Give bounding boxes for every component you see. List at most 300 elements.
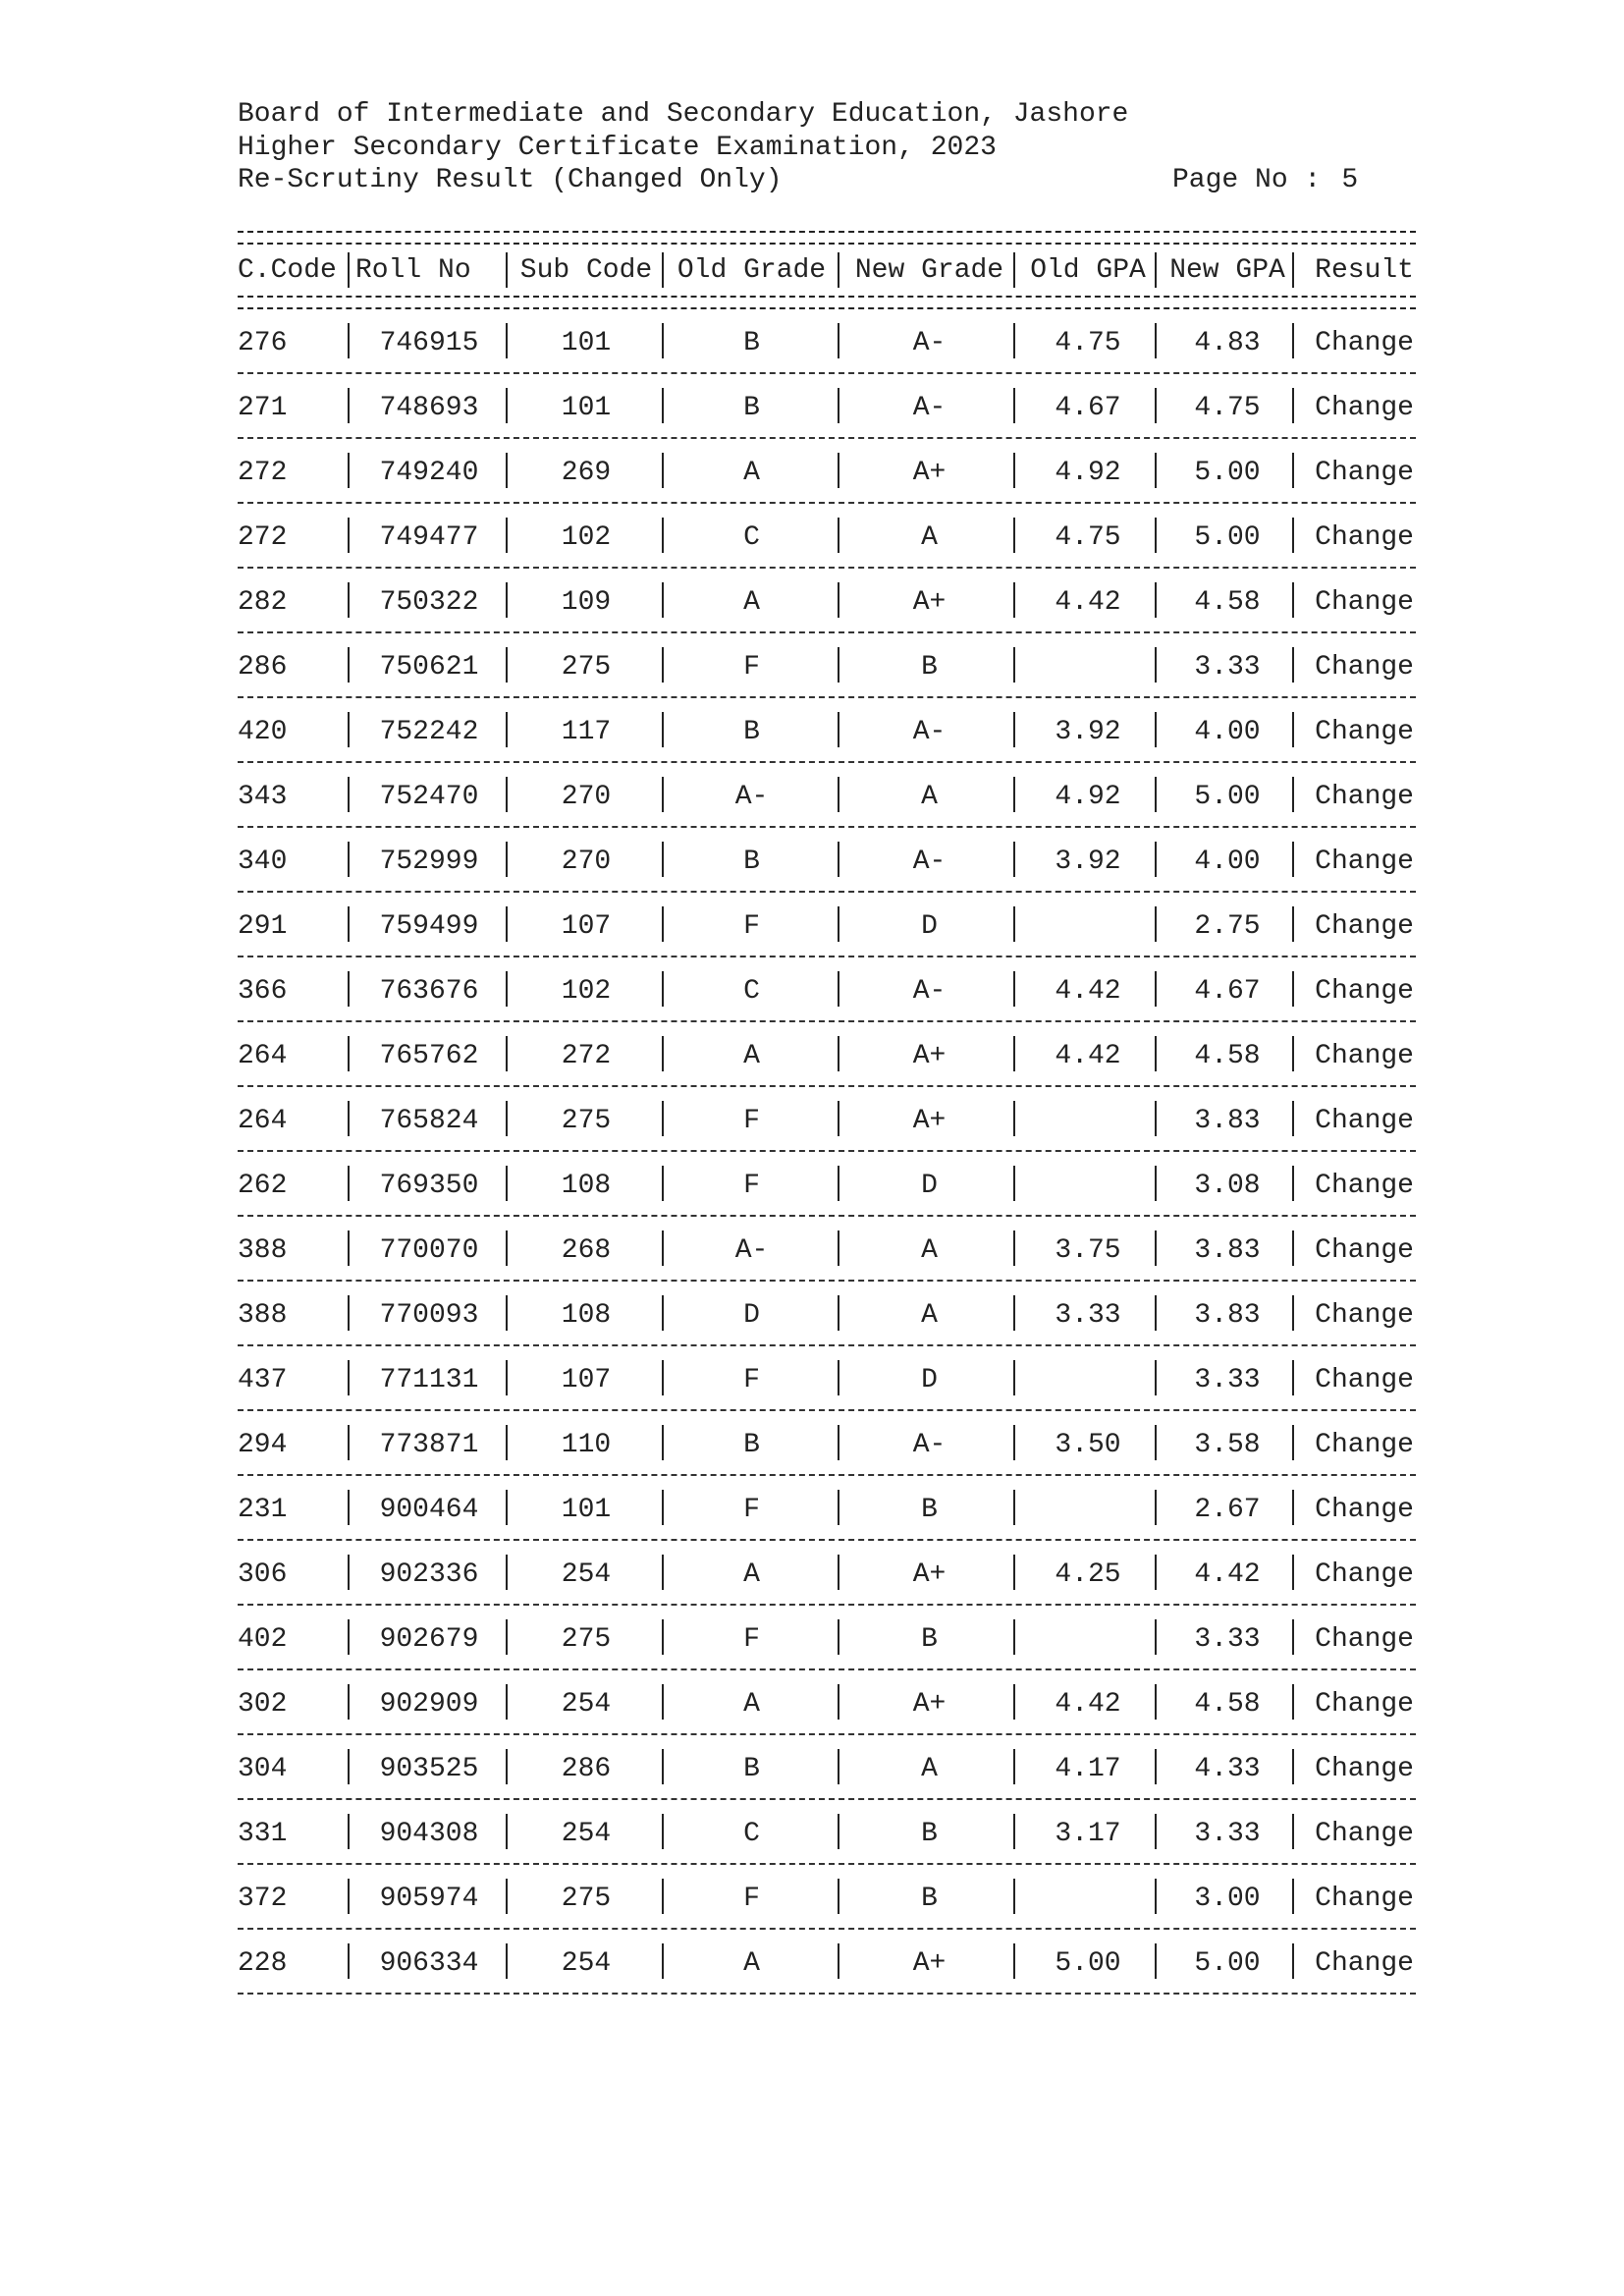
cell-sub-code: 117: [561, 716, 612, 747]
cell-old-grade: B: [743, 716, 760, 747]
cell-new-gpa: 4.75: [1194, 392, 1261, 423]
column-divider: [838, 1166, 839, 1201]
cell-ccode: 282: [238, 586, 288, 618]
column-divider: [1292, 906, 1294, 942]
column-divider: [838, 1684, 839, 1720]
cell-result: Change: [1315, 910, 1414, 942]
cell-new-gpa: 3.33: [1194, 1364, 1261, 1395]
column-divider: [838, 1879, 839, 1914]
table-top-rule: [238, 231, 1416, 245]
table-row: [238, 569, 1416, 631]
col-header-new-gpa: New GPA: [1169, 254, 1285, 286]
column-divider: [1013, 1749, 1015, 1784]
column-divider: [662, 518, 664, 553]
result-type-title: Re-Scrutiny Result (Changed Only): [238, 165, 783, 195]
column-divider: [662, 323, 664, 358]
cell-result: Change: [1315, 1818, 1414, 1849]
cell-old-grade: C: [743, 1818, 760, 1849]
cell-ccode: 271: [238, 392, 288, 423]
column-divider: [506, 518, 508, 553]
cell-old-grade: B: [743, 392, 760, 423]
cell-old-gpa: 4.42: [1055, 1688, 1121, 1720]
column-divider: [1013, 453, 1015, 488]
column-divider: [1155, 1749, 1157, 1784]
cell-old-gpa: [1019, 1476, 1157, 1539]
cell-old-gpa: 4.75: [1055, 521, 1121, 553]
table-row: [238, 1541, 1416, 1604]
column-divider: [1155, 1814, 1157, 1849]
column-divider: [1013, 906, 1015, 942]
cell-old-gpa: [1019, 1152, 1157, 1215]
cell-new-grade: B: [921, 1623, 938, 1655]
column-divider: [1292, 453, 1294, 488]
cell-ccode: 402: [238, 1623, 288, 1655]
cell-old-gpa: [1019, 893, 1157, 956]
cell-new-gpa: 3.08: [1194, 1170, 1261, 1201]
table-row: [238, 1476, 1416, 1539]
column-divider: [1155, 1619, 1157, 1655]
column-divider: [838, 906, 839, 942]
cell-roll-no: 769350: [379, 1170, 479, 1201]
column-divider: [1292, 1101, 1294, 1136]
table-row: [238, 1022, 1416, 1085]
cell-result: Change: [1315, 1688, 1414, 1720]
column-divider: [348, 712, 350, 747]
column-divider: [662, 582, 664, 618]
column-divider: [1155, 971, 1157, 1007]
cell-old-grade: C: [743, 521, 760, 553]
column-divider: [1155, 1684, 1157, 1720]
column-divider: [1292, 1619, 1294, 1655]
cell-result: Change: [1315, 1883, 1414, 1914]
cell-old-grade: B: [743, 846, 760, 877]
cell-new-grade: A-: [912, 392, 947, 423]
cell-old-grade: A: [743, 457, 760, 488]
cell-roll-no: 752470: [379, 781, 479, 812]
cell-result: Change: [1315, 327, 1414, 358]
cell-roll-no: 750322: [379, 586, 479, 618]
column-divider: [1155, 712, 1157, 747]
cell-old-gpa: 3.33: [1055, 1299, 1121, 1331]
column-divider: [662, 388, 664, 423]
table-row: [238, 1865, 1416, 1928]
column-divider: [1013, 1943, 1015, 1979]
column-divider: [1292, 323, 1294, 358]
column-divider: [1155, 582, 1157, 618]
cell-ccode: 366: [238, 975, 288, 1007]
cell-old-gpa: 4.25: [1055, 1558, 1121, 1590]
cell-old-gpa: 4.42: [1055, 586, 1121, 618]
column-divider: [1292, 712, 1294, 747]
column-divider: [838, 712, 839, 747]
table-row: [238, 1930, 1416, 1993]
column-divider: [1013, 647, 1015, 683]
table-row: [238, 1735, 1416, 1798]
cell-ccode: 286: [238, 651, 288, 683]
table-row: [238, 763, 1416, 826]
column-divider: [1292, 1814, 1294, 1849]
column-divider: [506, 388, 508, 423]
page-number-label: [1172, 164, 1358, 197]
column-divider: [506, 582, 508, 618]
cell-roll-no: 773871: [379, 1429, 479, 1460]
column-divider: [506, 971, 508, 1007]
column-divider: [506, 1295, 508, 1331]
table-body: [238, 309, 1416, 1995]
cell-sub-code: 101: [561, 392, 612, 423]
column-divider: [662, 1360, 664, 1395]
table-row: [238, 633, 1416, 696]
table-row: [238, 828, 1416, 891]
column-divider: [348, 1943, 350, 1979]
cell-result: Change: [1315, 1947, 1414, 1979]
table-row: [238, 1282, 1416, 1344]
cell-new-grade: A+: [912, 1688, 947, 1720]
cell-new-gpa: 5.00: [1194, 457, 1261, 488]
cell-sub-code: 109: [561, 586, 612, 618]
cell-old-gpa: [1019, 633, 1157, 696]
cell-sub-code: 275: [561, 1105, 612, 1136]
column-divider: [838, 1943, 839, 1979]
cell-new-gpa: 4.58: [1194, 586, 1261, 618]
column-divider: [838, 1036, 839, 1071]
column-divider: [506, 1490, 508, 1525]
cell-new-gpa: 4.67: [1194, 975, 1261, 1007]
table-row: [238, 1606, 1416, 1668]
cell-new-grade: A+: [912, 1105, 947, 1136]
cell-new-grade: A+: [912, 586, 947, 618]
cell-new-grade: A-: [912, 327, 947, 358]
column-divider: [1292, 1555, 1294, 1590]
column-divider: [348, 971, 350, 1007]
column-divider: [1155, 1425, 1157, 1460]
column-divider: [1292, 582, 1294, 618]
table-header-rule: [238, 296, 1416, 309]
column-divider: [1155, 323, 1157, 358]
cell-new-grade: B: [921, 1883, 938, 1914]
cell-old-gpa: 4.75: [1055, 327, 1121, 358]
cell-sub-code: 101: [561, 327, 612, 358]
column-divider: [1155, 388, 1157, 423]
table-row: [238, 1346, 1416, 1409]
column-divider: [1155, 1295, 1157, 1331]
row-separator: [238, 1993, 1416, 1995]
table-row: [238, 698, 1416, 761]
column-divider: [506, 1684, 508, 1720]
cell-old-grade: C: [743, 975, 760, 1007]
column-divider: [1155, 1036, 1157, 1071]
cell-result: Change: [1315, 1364, 1414, 1395]
column-divider: [506, 647, 508, 683]
column-divider: [506, 712, 508, 747]
col-header-old-gpa: Old GPA: [1030, 254, 1146, 286]
column-divider: [1292, 1360, 1294, 1395]
exam-title: Higher Secondary Certificate Examination, 2023: [238, 133, 997, 163]
column-divider: [1155, 1101, 1157, 1136]
cell-new-gpa: 5.00: [1194, 1947, 1261, 1979]
column-divider: [506, 906, 508, 942]
column-divider: [1013, 1425, 1015, 1460]
cell-new-gpa: 4.83: [1194, 327, 1261, 358]
column-divider: [348, 777, 350, 812]
cell-roll-no: 904308: [379, 1818, 479, 1849]
column-divider: [506, 323, 508, 358]
cell-new-gpa: 3.33: [1194, 1818, 1261, 1849]
column-divider: [662, 1619, 664, 1655]
cell-result: Change: [1315, 1558, 1414, 1590]
column-divider: [1013, 518, 1015, 553]
column-divider: [1013, 971, 1015, 1007]
column-divider: [838, 1490, 839, 1525]
cell-new-grade: D: [921, 910, 938, 942]
column-divider: [1292, 1684, 1294, 1720]
column-divider: [838, 323, 839, 358]
column-divider: [1155, 252, 1157, 288]
column-divider: [1013, 1490, 1015, 1525]
column-divider: [506, 1230, 508, 1266]
cell-old-grade: A-: [734, 781, 769, 812]
cell-new-grade: A: [921, 521, 938, 553]
cell-new-grade: A-: [912, 716, 947, 747]
column-divider: [838, 453, 839, 488]
column-divider: [1155, 1230, 1157, 1266]
cell-old-grade: B: [743, 1429, 760, 1460]
cell-old-grade: A: [743, 1040, 760, 1071]
column-divider: [348, 1036, 350, 1071]
cell-old-grade: B: [743, 1753, 760, 1784]
column-divider: [1013, 842, 1015, 877]
cell-roll-no: 770070: [379, 1234, 479, 1266]
column-divider: [1155, 777, 1157, 812]
column-divider: [838, 777, 839, 812]
table-row: [238, 1670, 1416, 1733]
cell-result: Change: [1315, 1623, 1414, 1655]
column-divider: [1155, 647, 1157, 683]
column-divider: [662, 1230, 664, 1266]
column-divider: [1292, 1425, 1294, 1460]
column-divider: [1292, 252, 1294, 288]
cell-ccode: 264: [238, 1105, 288, 1136]
cell-new-grade: A: [921, 1299, 938, 1331]
cell-new-grade: A: [921, 1234, 938, 1266]
table-row: [238, 1411, 1416, 1474]
column-divider: [348, 1814, 350, 1849]
cell-old-gpa: 3.92: [1055, 716, 1121, 747]
column-divider: [1155, 1166, 1157, 1201]
column-divider: [348, 906, 350, 942]
column-divider: [1155, 1490, 1157, 1525]
column-divider: [1013, 1036, 1015, 1071]
column-divider: [1013, 323, 1015, 358]
cell-sub-code: 268: [561, 1234, 612, 1266]
column-divider: [506, 777, 508, 812]
column-divider: [506, 1036, 508, 1071]
cell-old-gpa: [1019, 1606, 1157, 1668]
column-divider: [662, 712, 664, 747]
cell-roll-no: 905974: [379, 1883, 479, 1914]
column-divider: [1292, 971, 1294, 1007]
cell-new-grade: D: [921, 1170, 938, 1201]
cell-new-grade: A-: [912, 975, 947, 1007]
cell-old-grade: A: [743, 1688, 760, 1720]
column-divider: [838, 388, 839, 423]
cell-roll-no: 752242: [379, 716, 479, 747]
column-divider: [838, 1425, 839, 1460]
cell-new-gpa: 4.33: [1194, 1753, 1261, 1784]
cell-new-gpa: 3.33: [1194, 1623, 1261, 1655]
column-divider: [662, 252, 664, 288]
column-divider: [348, 647, 350, 683]
cell-new-gpa: 3.58: [1194, 1429, 1261, 1460]
cell-old-gpa: [1019, 1087, 1157, 1150]
table-row: [238, 957, 1416, 1020]
cell-old-grade: F: [743, 1494, 760, 1525]
cell-new-grade: A+: [912, 1558, 947, 1590]
cell-ccode: 262: [238, 1170, 288, 1201]
cell-result: Change: [1315, 1299, 1414, 1331]
column-divider: [1013, 1166, 1015, 1201]
page-label: Page No :: [1172, 165, 1322, 195]
column-divider: [1013, 1684, 1015, 1720]
column-divider: [348, 323, 350, 358]
table-row: [238, 309, 1416, 372]
column-divider: [1292, 777, 1294, 812]
column-divider: [838, 518, 839, 553]
cell-result: Change: [1315, 1753, 1414, 1784]
results-table: [238, 231, 1416, 1995]
column-divider: [838, 1814, 839, 1849]
cell-ccode: 231: [238, 1494, 288, 1525]
cell-sub-code: 254: [561, 1558, 612, 1590]
cell-old-grade: D: [743, 1299, 760, 1331]
cell-ccode: 340: [238, 846, 288, 877]
table-row: [238, 504, 1416, 567]
cell-roll-no: 759499: [379, 910, 479, 942]
column-divider: [348, 1490, 350, 1525]
cell-sub-code: 107: [561, 910, 612, 942]
cell-new-gpa: 5.00: [1194, 521, 1261, 553]
cell-old-grade: F: [743, 1623, 760, 1655]
cell-old-gpa: 3.50: [1055, 1429, 1121, 1460]
column-divider: [348, 252, 350, 288]
table-row: [238, 893, 1416, 956]
column-divider: [1013, 712, 1015, 747]
column-divider: [838, 582, 839, 618]
cell-sub-code: 272: [561, 1040, 612, 1071]
cell-result: Change: [1315, 1040, 1414, 1071]
column-divider: [1155, 1879, 1157, 1914]
cell-result: Change: [1315, 521, 1414, 553]
cell-new-gpa: 4.42: [1194, 1558, 1261, 1590]
cell-ccode: 372: [238, 1883, 288, 1914]
column-divider: [1013, 1101, 1015, 1136]
cell-roll-no: 752999: [379, 846, 479, 877]
cell-old-gpa: 4.67: [1055, 392, 1121, 423]
column-divider: [662, 971, 664, 1007]
cell-roll-no: 771131: [379, 1364, 479, 1395]
cell-old-gpa: 4.17: [1055, 1753, 1121, 1784]
cell-new-grade: D: [921, 1364, 938, 1395]
column-divider: [1155, 453, 1157, 488]
cell-old-gpa: 4.42: [1055, 975, 1121, 1007]
cell-new-grade: A+: [912, 1947, 947, 1979]
column-divider: [1292, 1295, 1294, 1331]
column-divider: [1013, 582, 1015, 618]
column-divider: [662, 1295, 664, 1331]
cell-new-grade: A: [921, 1753, 938, 1784]
column-divider: [348, 1101, 350, 1136]
cell-old-grade: A: [743, 1558, 760, 1590]
col-header-new-grade: New Grade: [854, 254, 1004, 286]
cell-old-grade: F: [743, 910, 760, 942]
cell-old-gpa: 3.75: [1055, 1234, 1121, 1266]
cell-ccode: 343: [238, 781, 288, 812]
col-header-old-grade: Old Grade: [677, 254, 827, 286]
table-row: [238, 374, 1416, 437]
column-divider: [506, 1619, 508, 1655]
column-divider: [1013, 1555, 1015, 1590]
column-divider: [1155, 518, 1157, 553]
cell-old-grade: F: [743, 1883, 760, 1914]
column-divider: [1292, 842, 1294, 877]
cell-new-gpa: 2.75: [1194, 910, 1261, 942]
cell-old-grade: F: [743, 1364, 760, 1395]
column-divider: [838, 1360, 839, 1395]
cell-sub-code: 110: [561, 1429, 612, 1460]
column-divider: [506, 453, 508, 488]
cell-new-gpa: 3.33: [1194, 651, 1261, 683]
column-divider: [1292, 388, 1294, 423]
cell-result: Change: [1315, 781, 1414, 812]
column-divider: [662, 1101, 664, 1136]
column-divider: [662, 1166, 664, 1201]
column-divider: [1292, 647, 1294, 683]
cell-old-grade: F: [743, 651, 760, 683]
column-divider: [662, 1684, 664, 1720]
cell-result: Change: [1315, 457, 1414, 488]
column-divider: [662, 1036, 664, 1071]
column-divider: [506, 1425, 508, 1460]
cell-ccode: 302: [238, 1688, 288, 1720]
column-divider: [662, 1879, 664, 1914]
column-divider: [662, 906, 664, 942]
column-divider: [348, 453, 350, 488]
column-divider: [506, 1814, 508, 1849]
column-divider: [662, 1943, 664, 1979]
cell-old-grade: F: [743, 1105, 760, 1136]
column-divider: [1155, 842, 1157, 877]
cell-new-grade: A+: [912, 457, 947, 488]
column-divider: [838, 1749, 839, 1784]
column-divider: [662, 647, 664, 683]
column-divider: [1292, 1166, 1294, 1201]
table-row: [238, 1087, 1416, 1150]
page-number: 5: [1341, 165, 1359, 195]
cell-new-gpa: 5.00: [1194, 781, 1261, 812]
column-divider: [662, 1490, 664, 1525]
cell-roll-no: 903525: [379, 1753, 479, 1784]
cell-old-grade: F: [743, 1170, 760, 1201]
col-header-sub-code: Sub Code: [519, 254, 653, 286]
column-divider: [1155, 1360, 1157, 1395]
cell-result: Change: [1315, 586, 1414, 618]
board-title: Board of Intermediate and Secondary Education, Jashore: [238, 99, 1129, 130]
column-divider: [1292, 518, 1294, 553]
column-divider: [348, 1879, 350, 1914]
column-divider: [1292, 1490, 1294, 1525]
table-row: [238, 1217, 1416, 1280]
column-divider: [1013, 1360, 1015, 1395]
